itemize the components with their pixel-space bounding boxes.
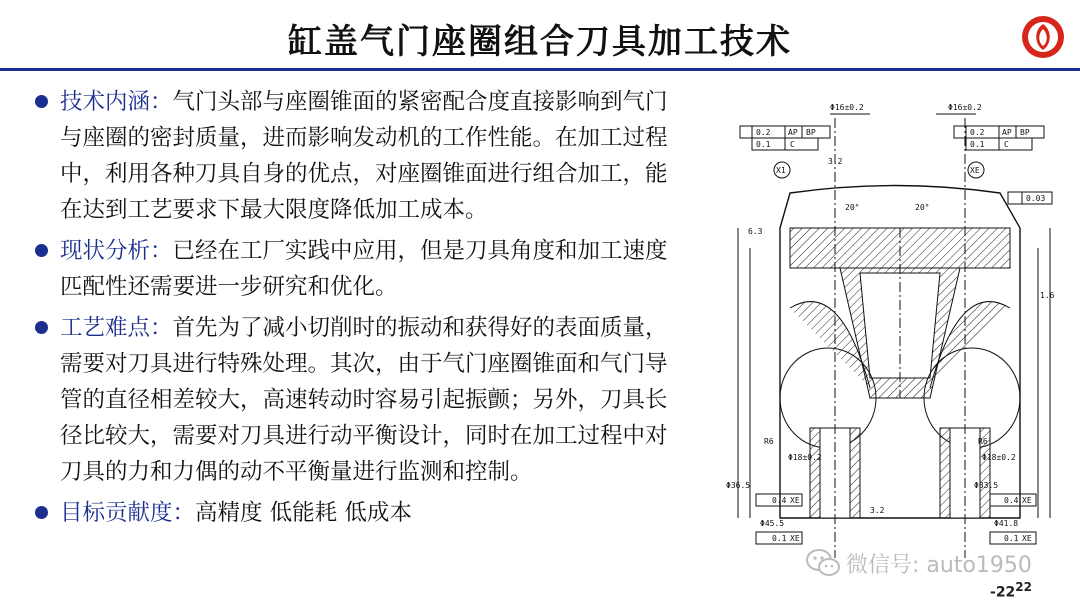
svg-text:BP: BP xyxy=(806,128,816,137)
page-number xyxy=(990,580,1032,601)
bullet-dot xyxy=(35,244,48,257)
bullet-text: 气门头部与座圈锥面的紧密配合度直接影响到气门与座圈的密封质量，进而影响发动机的工作性能。在加工过程中，利用各种刀具自身的优点，对座圈锥面进行组合加工，能在达到工艺要求下最大限度降低加工成本。 xyxy=(60,89,668,223)
cylinder-head-drawing xyxy=(720,98,1068,568)
svg-text:XE: XE xyxy=(1022,534,1032,543)
svg-text:Φ33.5: Φ33.5 xyxy=(974,481,999,490)
svg-text:0.03: 0.03 xyxy=(1026,194,1046,203)
bullet-text: 首先为了减小切削时的振动和获得好的表面质量，需要对刀具进行特殊处理。其次，由于气门座圈锥面和气门导管的直径相差较大，高速转动时容易引起振颤；另外，刀具长径比较大，需要对刀具进行动平衡设计，同时在加工过程中对刀具的力和力偶的动不平衡量进行监测和控制。 xyxy=(60,315,668,485)
title-underline xyxy=(0,68,1080,71)
svg-text:XE: XE xyxy=(790,534,800,543)
svg-text:20°: 20° xyxy=(915,203,930,212)
svg-text:0.2: 0.2 xyxy=(970,128,985,137)
svg-text:XE: XE xyxy=(970,166,980,175)
svg-text:0.1: 0.1 xyxy=(772,534,787,543)
bullet-item xyxy=(30,310,680,490)
bullet-dot xyxy=(35,506,48,519)
svg-text:20°: 20° xyxy=(845,203,860,212)
svg-text:AP: AP xyxy=(788,128,798,137)
svg-text:AP: AP xyxy=(1002,128,1012,137)
bullet-list xyxy=(30,84,680,536)
bullet-label: 工艺难点： xyxy=(60,315,173,341)
svg-text:C: C xyxy=(790,140,795,149)
svg-text:R6: R6 xyxy=(978,437,988,446)
bullet-label: 目标贡献度： xyxy=(60,500,196,526)
bullet-item xyxy=(30,84,680,228)
tolerance-frame-left xyxy=(740,126,830,150)
svg-text:Φ41.8: Φ41.8 xyxy=(994,519,1019,528)
bullet-dot xyxy=(35,95,48,108)
svg-text:XE: XE xyxy=(790,496,800,505)
svg-text:0.1: 0.1 xyxy=(756,140,771,149)
page-number-main: 22 xyxy=(995,584,1016,601)
bullet-dot xyxy=(35,321,48,334)
svg-text:1.6: 1.6 xyxy=(1040,291,1055,300)
svg-text:X1: X1 xyxy=(776,166,786,175)
svg-text:XE: XE xyxy=(1022,496,1032,505)
bullet-item xyxy=(30,233,680,305)
svg-text:0.1: 0.1 xyxy=(970,140,985,149)
svg-text:Φ18±0.2: Φ18±0.2 xyxy=(788,453,822,462)
slide-title: 缸盖气门座圈组合刀具加工技术 xyxy=(288,22,792,62)
svg-text:0.4: 0.4 xyxy=(1004,496,1019,505)
bullet-text: 已经在工厂实践中应用，但是刀具角度和加工速度匹配性还需要进一步研究和优化。 xyxy=(60,238,668,300)
svg-text:3.2: 3.2 xyxy=(828,157,843,166)
svg-text:BP: BP xyxy=(1020,128,1030,137)
bullet-text: 高精度 低能耗 低成本 xyxy=(195,500,412,526)
bullet-label: 技术内涵： xyxy=(60,89,173,115)
watermark-text: 微信号: auto1950 xyxy=(846,553,1032,578)
page-number-superscript: 22 xyxy=(1015,580,1032,594)
svg-text:C: C xyxy=(1004,140,1009,149)
svg-text:0.2: 0.2 xyxy=(756,128,771,137)
svg-text:R6: R6 xyxy=(764,437,774,446)
tolerance-frame-right xyxy=(954,126,1044,150)
svg-text:Φ16±0.2: Φ16±0.2 xyxy=(830,103,864,112)
svg-text:6.3: 6.3 xyxy=(748,227,763,236)
page-prefix: - xyxy=(990,584,996,601)
bullet-item xyxy=(30,495,680,531)
svg-text:Φ16±0.2: Φ16±0.2 xyxy=(948,103,982,112)
bullet-label: 现状分析： xyxy=(60,238,173,264)
svg-text:0.4: 0.4 xyxy=(772,496,787,505)
company-logo xyxy=(1020,14,1066,60)
svg-text:3.2: 3.2 xyxy=(870,506,885,515)
svg-text:0.1: 0.1 xyxy=(1004,534,1019,543)
svg-text:Φ45.5: Φ45.5 xyxy=(760,519,785,528)
wechat-icon xyxy=(806,548,840,578)
svg-text:Φ36.5: Φ36.5 xyxy=(726,481,751,490)
svg-text:Φ18±0.2: Φ18±0.2 xyxy=(982,453,1016,462)
